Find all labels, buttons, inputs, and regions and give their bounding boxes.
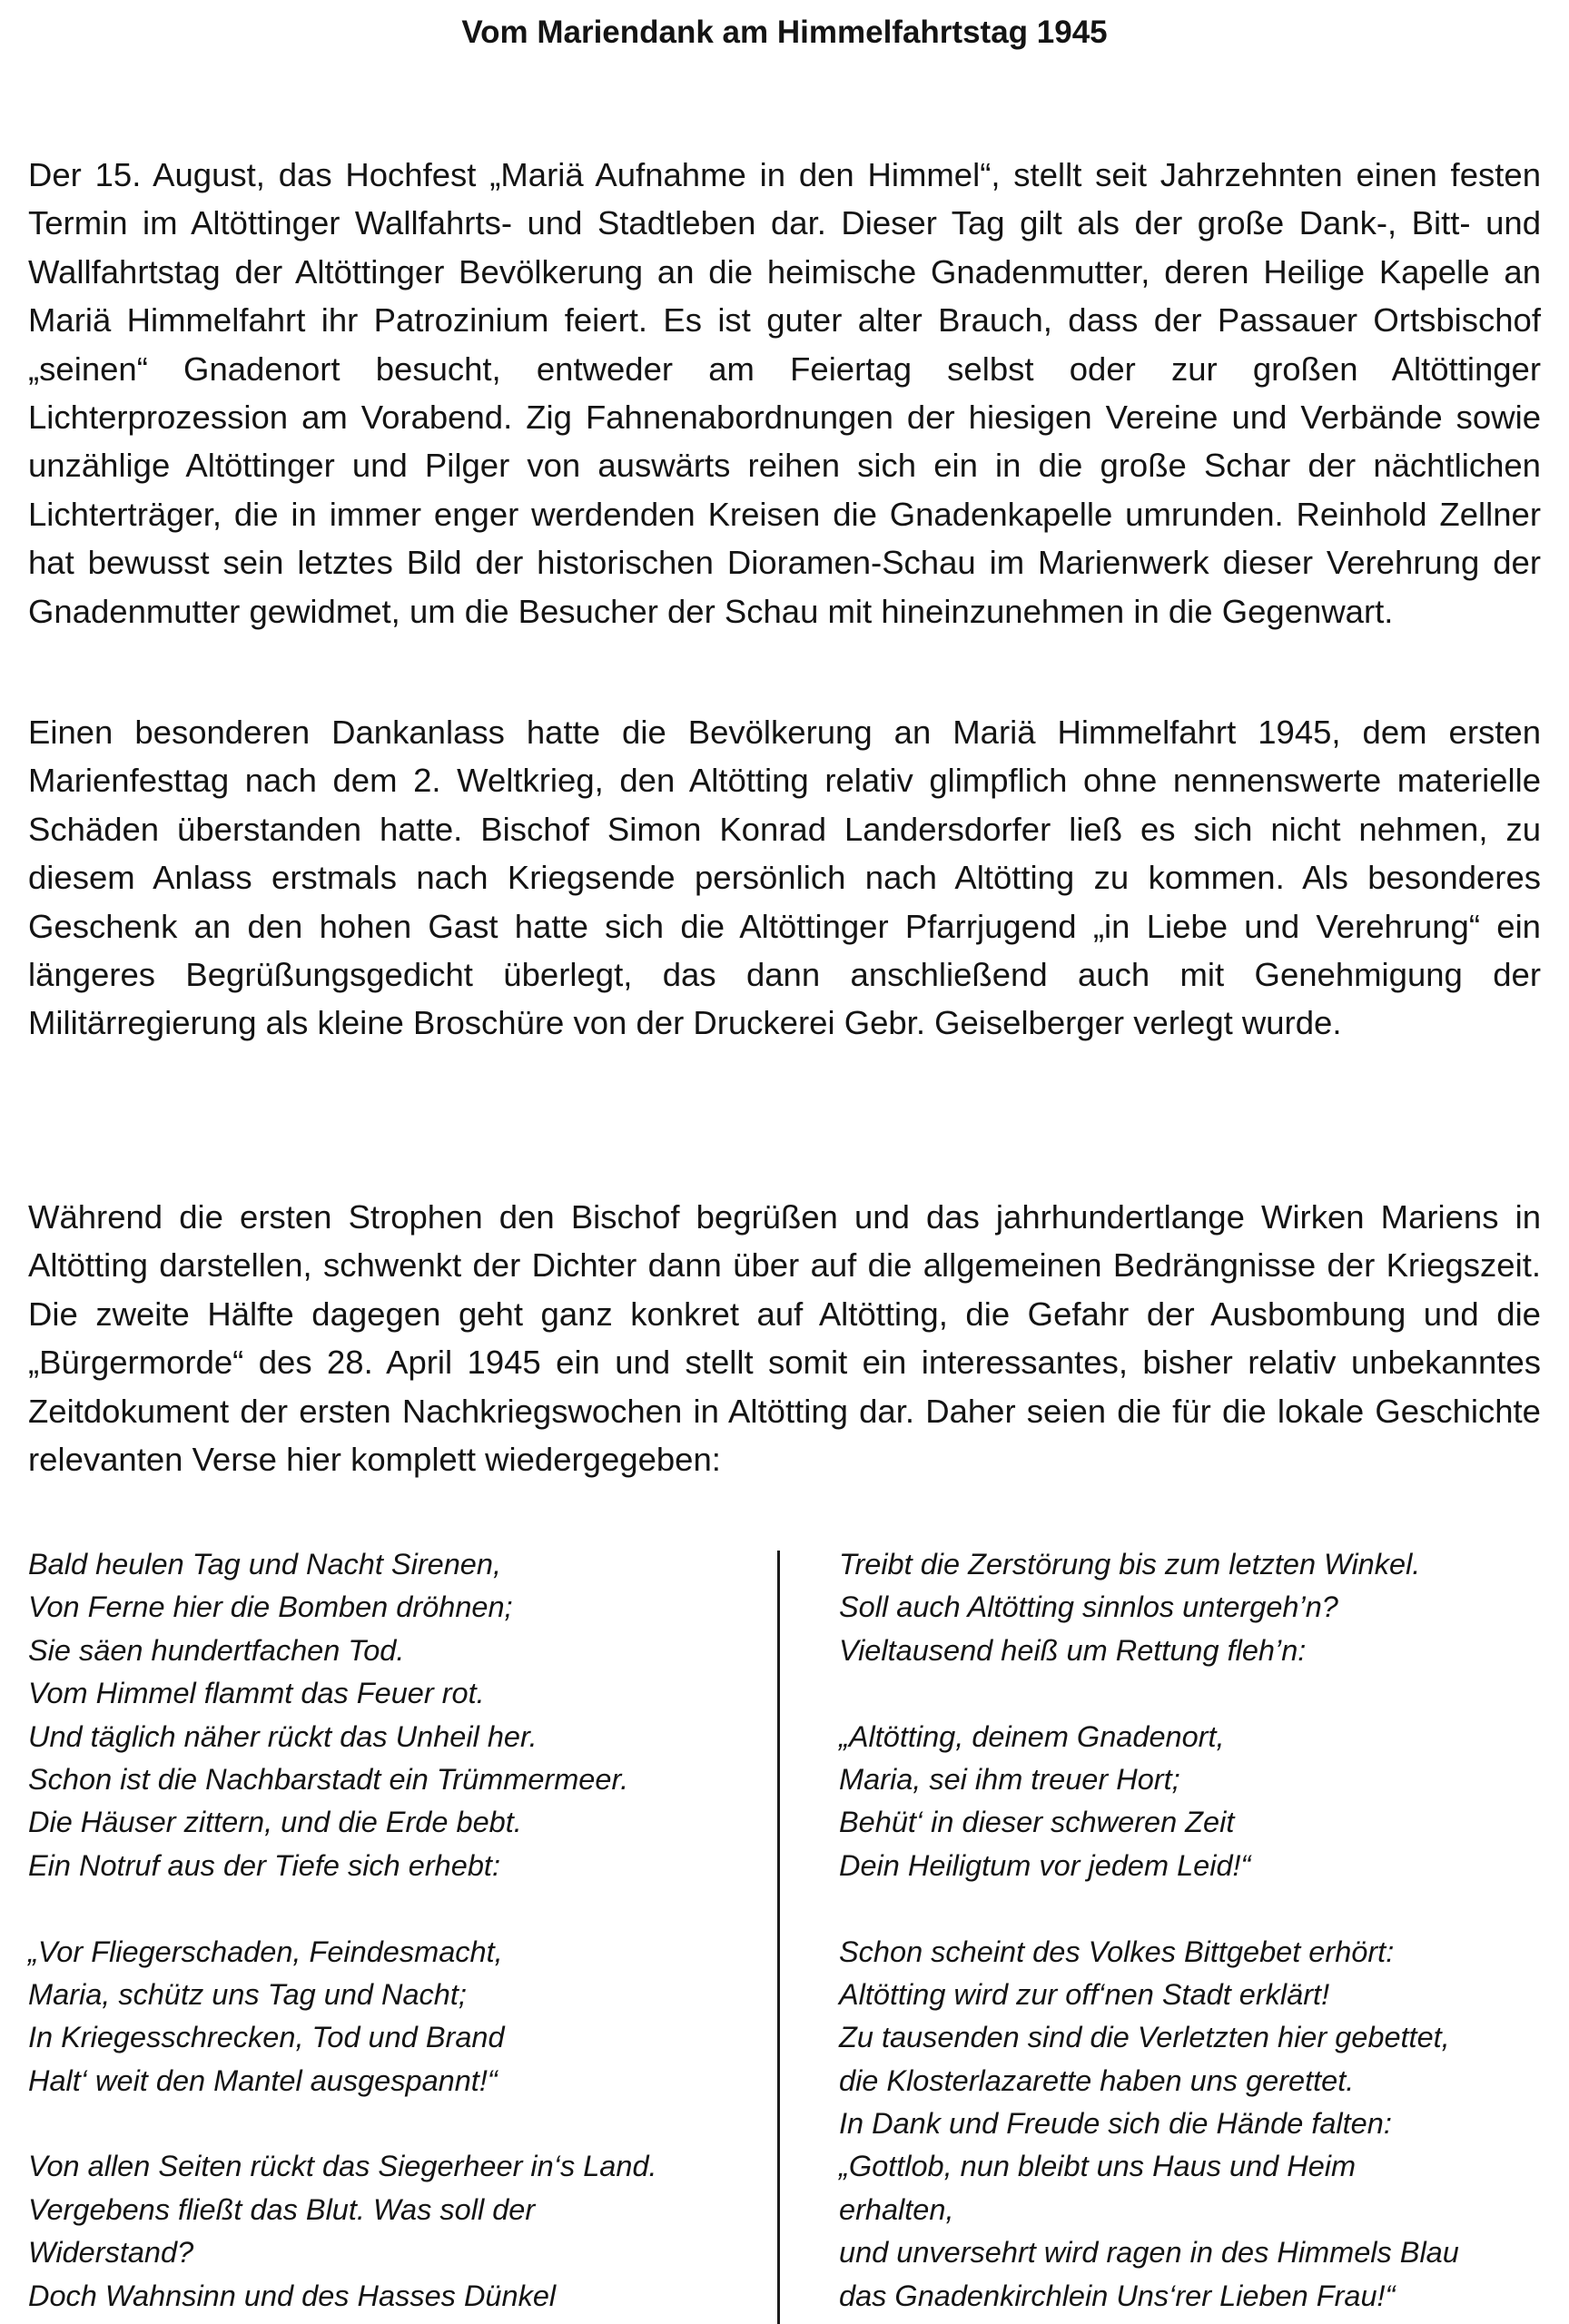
verse-line: Altötting wird zur off‘nen Stadt erklärt! [839, 1977, 1330, 2011]
verse-line: Doch Wahnsinn und des Hasses Dünkel [28, 2279, 557, 2312]
verse-line: und unversehrt wird ragen in des Himmels Blau [839, 2236, 1459, 2270]
stanza-break [839, 1672, 1547, 1715]
verse-line: „Gottlob, nun bleibt uns Haus und Heim [839, 2150, 1357, 2183]
verse-line: Dein Heiligtum vor jedem Leid!“ [839, 1848, 1251, 1882]
document-title: Vom Mariendank am Himmelfahrtstag 1945 [461, 15, 1108, 50]
verse-line: In Kriegesschrecken, Tod und Brand [28, 2021, 505, 2054]
verse-line: Zu tausenden sind die Verletzten hier gebettet, [839, 2021, 1450, 2054]
verse-line: Maria, schütz uns Tag und Nacht; [28, 1977, 467, 2011]
verse-line: In Dank und Freude sich die Hände falten: [839, 2107, 1392, 2141]
verse-line: „Vor Fliegerschaden, Feindesmacht, [28, 1935, 503, 1968]
paragraph-text: Der 15. August, das Hochfest „Mariä Aufnahme in den Himmel“, stellt seit Jahrzehnten einen festen Termin im Altöttinger Wallfahrts- und Stadtleben dar. Dieser Tag gilt als der große Dank-, Bitt- und Wallfahrtstag der Altöttinger Bevölkerung an die heimische Gnadenmutter, deren Heilige Kapelle an Mariä Himmelfahrt ihr Patrozinium feiert. Es ist guter alter Brauch, dass der Passauer Ortsbischof „seinen“ Gnadenort besucht, entweder am Feiertag selbst oder zur großen Altöttinger Lichterprozession am Vorabend. Zig Fahnenabordnungen der hiesigen Vereine und Verbände sowie unzählige Altöttinger und Pilger von auswärts reihen sich ein in die große Schar der nächtlichen Lichterträger, die in immer enger werdenden Kreisen die Gnadenkapelle umrunden. Reinhold Zellner hat bewusst sein letztes Bild der historischen Dioramen-Schau im Marienwerk dieser Verehrung der Gnadenmutter gewidmet, um die Besucher der Schau mit hineinzunehmen in die Gegenwart. [28, 156, 1541, 630]
verse-line: Vieltausend heiß um Rettung fleh’n: [839, 1633, 1307, 1667]
verse-line: erhalten, [839, 2192, 954, 2226]
paragraph-dankanlass [28, 708, 1541, 1048]
stanza-break [28, 2102, 782, 2145]
verse-line: Soll auch Altötting sinnlos untergeh’n? [839, 1590, 1338, 1624]
verse-line: die Klosterlazarette haben uns gerettet. [839, 2063, 1355, 2097]
verse-line: Bald heulen Tag und Nacht Sirenen, [28, 1548, 501, 1581]
verse-line: „Altötting, deinem Gnadenort, [839, 1719, 1225, 1753]
poem-column-right [839, 1543, 1547, 2318]
stanza-break [28, 1887, 782, 1930]
paragraph-text: Während die ersten Strophen den Bischof begrüßen und das jahrhundertlange Wirken Mariens in Altötting darstellen, schwenkt der Dichter dann über auf die allgemeinen Bedrängnisse der Kriegszeit. Die zweite Hälfte dagegen geht ganz konkret auf Altötting, die Gefahr der Ausbombung und die „Bürgermorde“ des 28. April 1945 ein und stellt somit ein interessantes, bisher relativ unbekanntes Zeitdokument der ersten Nachkriegswochen in Altötting dar. Daher seien die für die lokale Geschichte relevanten Verse hier komplett wiedergegeben: [28, 1198, 1541, 1479]
verse-line: Sie säen hundertfachen Tod. [28, 1633, 405, 1667]
stanza-break [839, 1887, 1547, 1930]
verse-line: Widerstand? [28, 2236, 194, 2270]
paragraph-intro [28, 151, 1541, 635]
verse-line: Vom Himmel flammt das Feuer rot. [28, 1677, 485, 1710]
verse-line: Die Häuser zittern, und die Erde bebt. [28, 1806, 522, 1839]
verse-line: Behüt‘ in dieser schweren Zeit [839, 1806, 1235, 1839]
verse-line: Von allen Seiten rückt das Siegerheer in‘s Land. [28, 2150, 657, 2183]
verse-line: Maria, sei ihm treuer Hort; [839, 1762, 1180, 1796]
paragraph-strophen [28, 1193, 1541, 1483]
verse-line: Halt‘ weit den Mantel ausgespannt!“ [28, 2063, 498, 2097]
column-divider [777, 1551, 780, 2324]
verse-line: Und täglich näher rückt das Unheil her. [28, 1719, 538, 1753]
verse-line: Ein Notruf aus der Tiefe sich erhebt: [28, 1848, 500, 1882]
verse-line: das Gnadenkirchlein Uns‘rer Lieben Frau!“ [839, 2279, 1396, 2312]
verse-line: Vergebens fließt das Blut. Was soll der [28, 2192, 536, 2226]
verse-line: Treibt die Zerstörung bis zum letzten Winkel. [839, 1548, 1421, 1581]
verse-line: Schon scheint des Volkes Bittgebet erhört: [839, 1935, 1395, 1968]
verse-line: Von Ferne hier die Bomben dröhnen; [28, 1590, 513, 1624]
paragraph-text: Einen besonderen Dankanlass hatte die Bevölkerung an Mariä Himmelfahrt 1945, dem ersten Marienfesttag nach dem 2. Weltkrieg, den Altötting relativ glimpflich ohne nennenswerte materielle Schäden überstanden hatte. Bischof Simon Konrad Landersdorfer ließ es sich nicht nehmen, zu diesem Anlass erstmals nach Kriegsende persönlich nach Altötting zu kommen. Als besonderes Geschenk an den hohen Gast hatte sich die Altöttinger Pfarrjugend „in Liebe und Verehrung“ ein längeres Begrüßungsgedicht überlegt, das dann anschließend auch mit Genehmigung der Militärregierung als kleine Broschüre von der Druckerei Gebr. Geiselberger verlegt wurde. [28, 714, 1541, 1042]
verse-line: Schon ist die Nachbarstadt ein Trümmermeer. [28, 1762, 629, 1796]
poem-column-left [28, 1543, 782, 2318]
